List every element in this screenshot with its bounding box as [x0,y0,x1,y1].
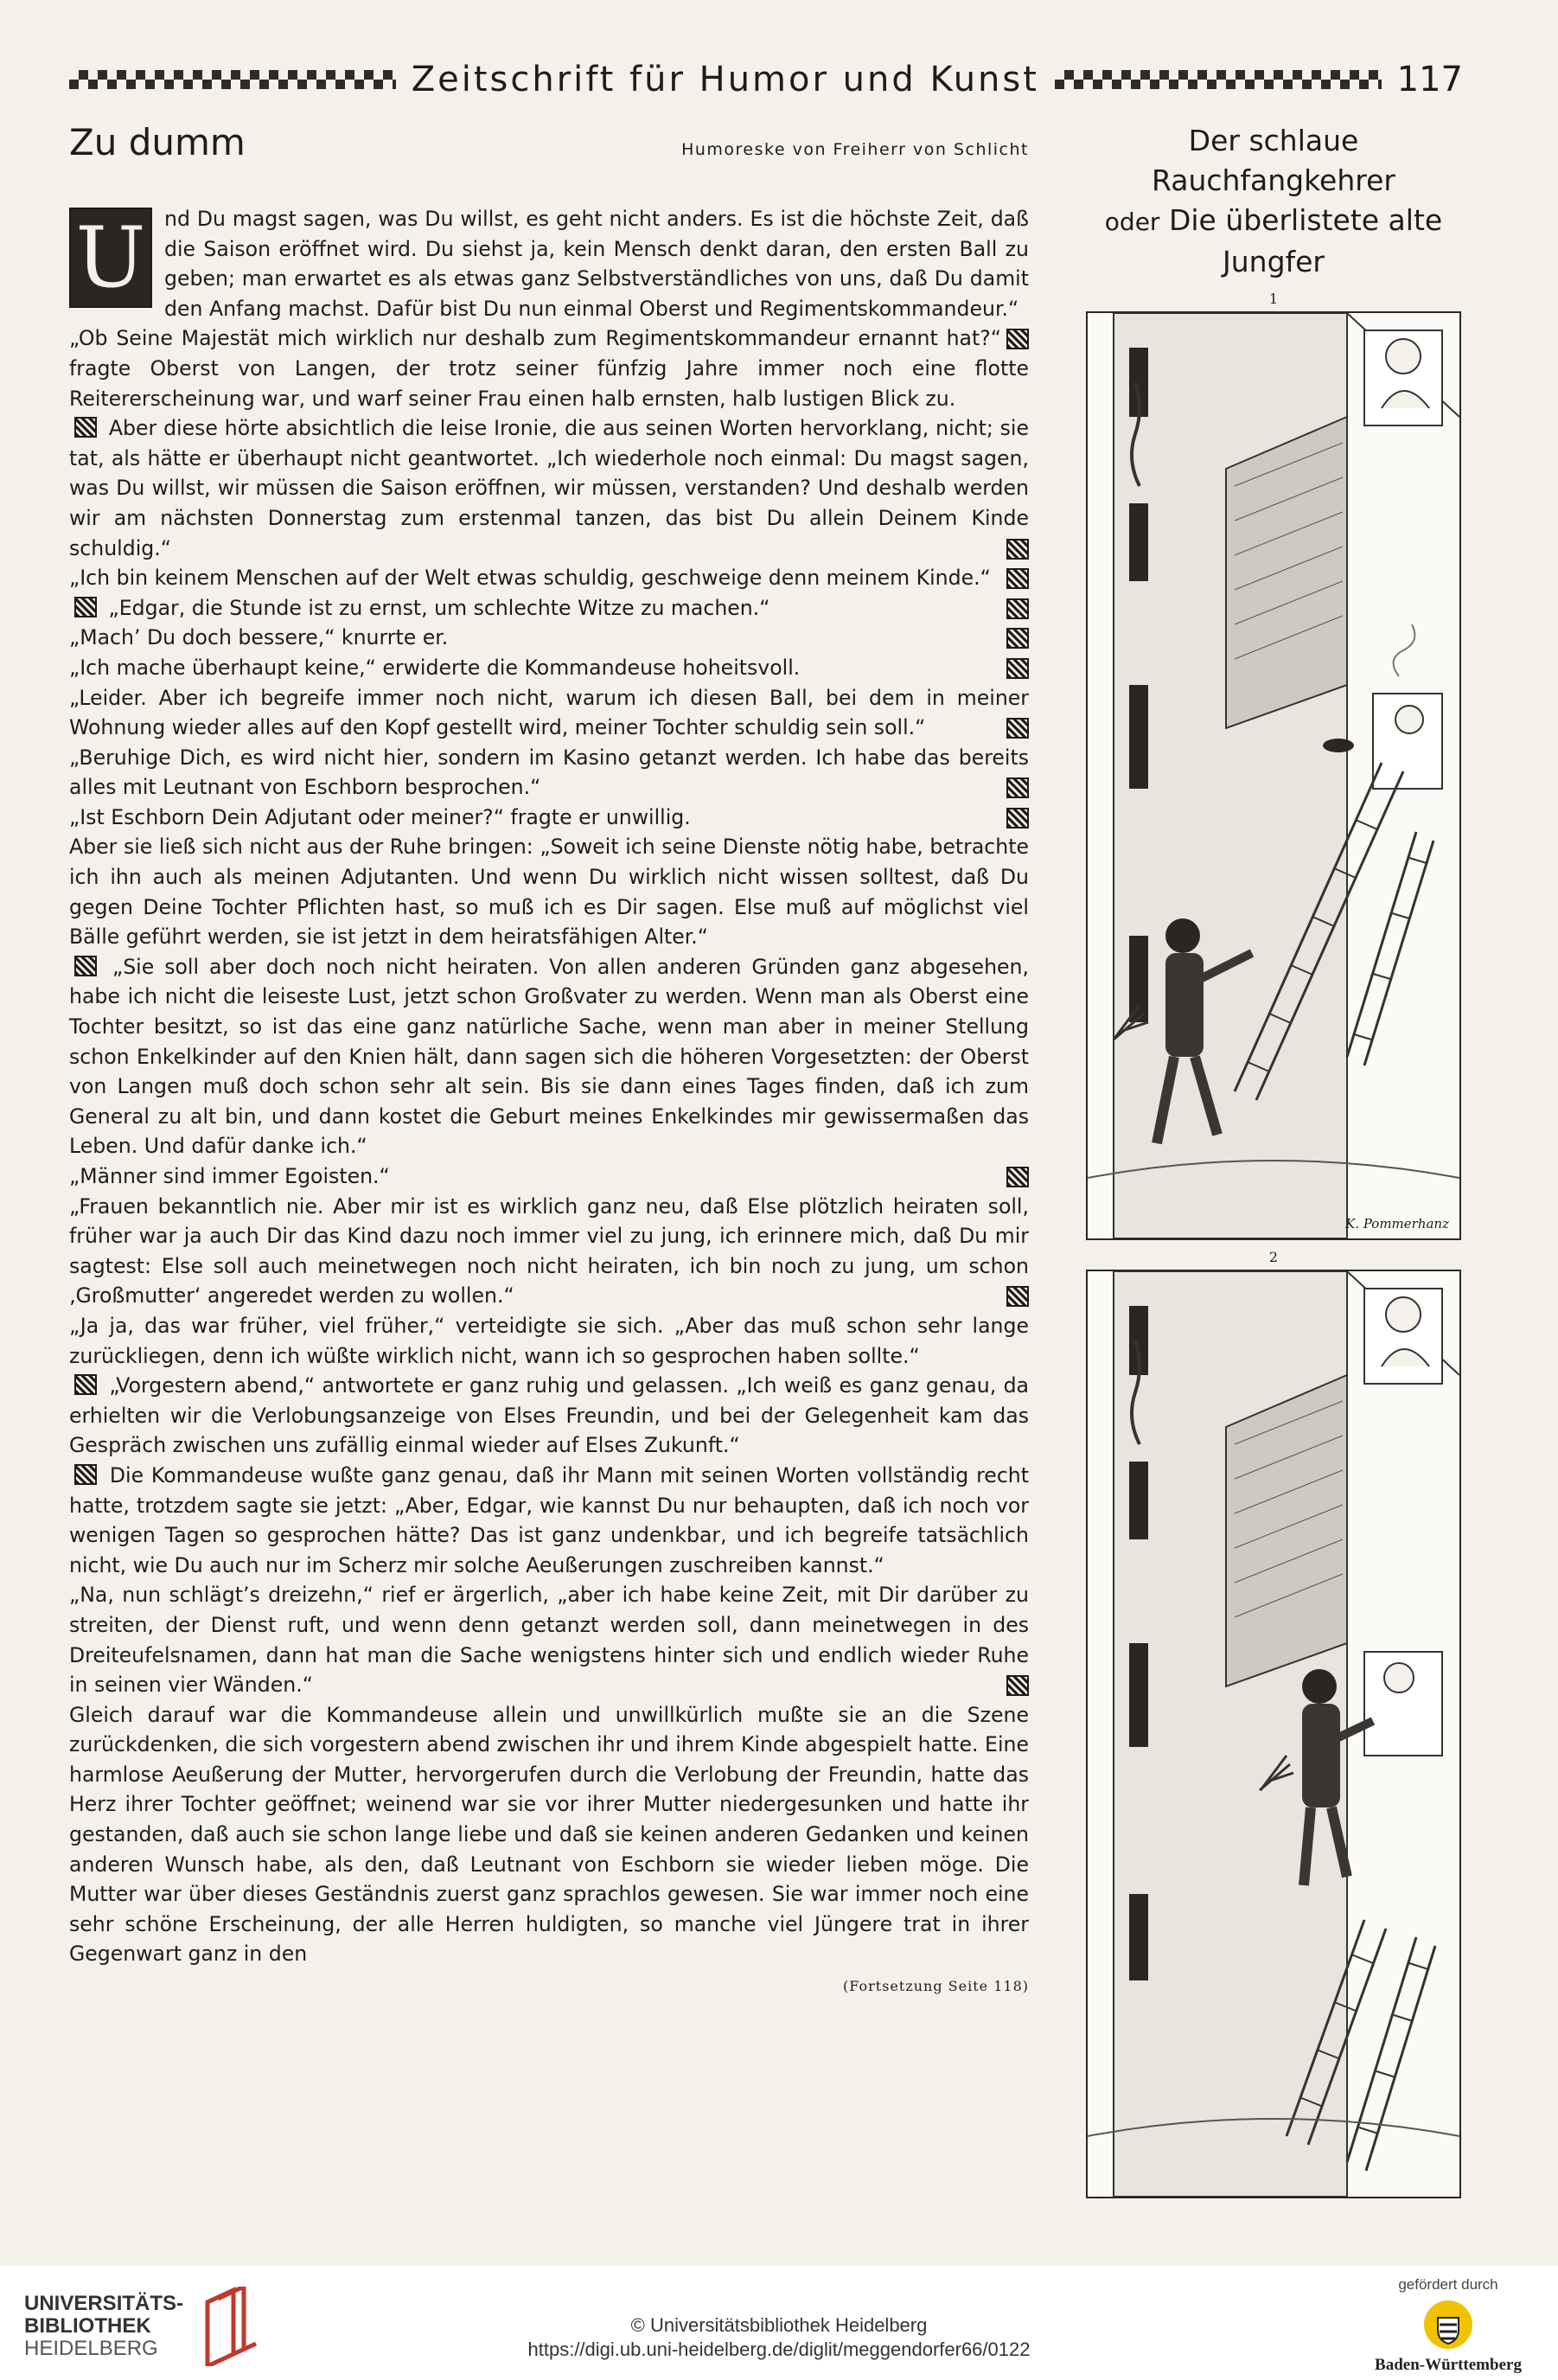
magazine-title: Zeitschrift für Humor und Kunst [411,60,1039,99]
story-column [69,121,1029,1994]
cartoon-panel-1 [1086,311,1461,1240]
paragraph-end-ornament-icon [1006,628,1029,649]
paragraph-text: nd Du magst sagen, was Du willst, es geht nicht anders. Es ist die höchste Zeit, daß die Saison eröffnet wird. Du siehst ja, kein Mensch denkt daran, den ersten Ball zu geben; man erwartet es als etwas ganz Selbstverständliches von uns, daß Du damit den Anfang machst. Dafür bist Du nun einmal Oberst und Regimentskommandeur.“ [164,207,1029,321]
paragraph-14 [69,1192,1029,1311]
paragraph-1 [69,204,1029,323]
paragraph-text: „Ich mache überhaupt keine,“ erwiderte die Kommandeuse hoheitsvoll. [69,655,801,680]
paragraph-text: „Beruhige Dich, es wird nicht hier, sondern im Kasino getanzt werden. Ich habe das bereits alles mit Leutnant von Eschborn besprochen.“ [69,745,1029,800]
paragraph-18 [69,1580,1029,1699]
paragraph-end-ornament-icon [1006,808,1029,829]
checker-ornament-left [69,70,396,89]
continuation-note: (Fortsetzung Seite 118) [843,1978,1029,1995]
paragraph-16 [69,1371,1029,1461]
illustration-column [1070,121,1477,2198]
cartoon-title-line1: Der schlaue Rauchfangkehrer [1152,124,1395,197]
paragraph-end-ornament-icon [1006,568,1029,589]
paragraph-text: „Mach’ Du doch bessere,“ knurrte er. [69,625,449,650]
cartoon-panel-2 [1086,1270,1461,2198]
paragraph-text: Die Kommandeuse wußte ganz genau, daß ihr Mann mit seinen Worten vollständig recht hatte, trotzdem sagte sie jetzt: „Aber, Edgar, wie kannst Du nur behaupten, daß ich noch vor wenigen Tagen so gesprochen hätte? Das ist ganz undenkbar, und ich begreife tatsächlich nicht, wie Du auch nur im Scherz mir solche Aeußerungen zuschreiben kannst.“ [69,1462,1029,1577]
state-crest-icon [1422,2299,1474,2351]
panel-2-number: 2 [1268,1249,1279,1265]
paragraph-text: Aber diese hörte absichtlich die leise Ironie, die aus seinen Worten hervorklang, nicht; sie tat, als hätte er überhaupt nicht geantwortet. „Ich wiederhole noch einmal: Du magst sagen, was Du willst, wir müssen die Saison eröffnen, wir müssen, verstanden? Und deshalb werden wir am nächsten Donnerstag zum erstenmal tanzen, das bist Du allein Deinem Kinde schuldig.“ [69,416,1029,560]
paragraph-end-ornament-icon [1006,539,1029,560]
paragraph-end-ornament-icon [1006,718,1029,739]
paragraph-text: „Ob Seine Majestät mich wirklich nur deshalb zum Regimentskommandeur ernannt hat?“ fragte Oberst von Langen, der trotz seiner fünfzig Jahre immer noch eine flotte Reitererscheinung war, und warf seiner Frau einen halb ernsten, halb lustigen Blick zu. [69,326,1029,411]
paragraph-start-ornament-icon [74,1374,97,1395]
library-name-line2: BIBLIOTHEK [24,2314,151,2338]
paragraph-8 [69,683,1029,743]
story-body [69,204,1029,1969]
cartoon-title-or: oder [1104,208,1160,236]
paragraph-text: Gleich darauf war die Kommandeuse allein und unwillkürlich mußte sie an die Szene zurückdenken, die sich vorgestern abend zwischen ihr und ihrem Kinde abgespielt hatte. Eine harmlose Aeußerung der Mutter, hervorgerufen durch die Verlobung der Freundin, hatte das Herz ihrer Tochter geöffnet; weinend war sie vor ihrer Mutter niedergesunken und hatte ihr gestanden, daß auch sie schon lange liebe und daß sie keinen anderen Gedanken und keinen anderen Wunsch habe, als den, daß Leutnant von Eschborn sie wieder lieben möge. Die Mutter war über dieses Geständnis zuerst ganz sprachlos gewesen. Sie war immer noch eine sehr schöne Erscheinung, der alle Herren huldigten, so manche viel Jüngere trat in ihrer Gegenwart ganz in den [69,1702,1029,1967]
paragraph-start-ornament-icon [74,1464,97,1485]
paragraph-start-ornament-icon [74,956,97,976]
paragraph-11 [69,832,1029,951]
chimney-sweep-illustration-1 [1088,313,1459,1238]
paragraph-7 [69,653,1029,683]
paragraph-text: „Frauen bekanntlich nie. Aber mir ist es wirklich ganz neu, daß Else plötzlich heiraten soll, früher war ja auch Dir das Kind dazu noch immer viel zu jung, ich erinnere mich, daß Du mir sagtest: Else soll auch meinetwegen noch nicht heiraten, ich bin noch zu jung, um schon ‚Großmutter‘ angeredet werden zu wollen.“ [69,1193,1029,1308]
paragraph-end-ornament-icon [1006,329,1029,349]
paragraph-text: „Na, nun schlägt’s dreizehn,“ rief er ärgerlich, „aber ich habe keine Zeit, mit Dir darüber zu streiten, der Dienst ruft, und wenn denn getanzt werden soll, dann meinetwegen in des Dreiteufelsnamen, dann hat man die Sache wenigstens hinter sich und endlich wieder Ruhe in seinen vier Wänden.“ [69,1583,1029,1698]
page-number: 117 [1396,60,1463,99]
paragraph-text: „Edgar, die Stunde ist zu ernst, um schlechte Witze zu machen.“ [108,595,770,620]
paragraph-text: „Männer sind immer Egoisten.“ [69,1164,390,1188]
paragraph-17 [69,1461,1029,1580]
funding-badge [1366,2276,1530,2375]
story-byline: Humoreske von Freiherr von Schlicht [681,140,1029,159]
source-url-link[interactable]: https://digi.ub.uni-heidelberg.de/diglit/meggendorfer66/0122 [527,2338,1031,2360]
paragraph-5 [69,593,1029,624]
paragraph-3 [69,413,1029,563]
paragraph-text: „Vorgestern abend,“ antwortete er ganz ruhig und gelassen. „Ich weiß es ganz genau, da erhielten wir die Verlobungsanzeige von Elses Freundin, und bei der Gelegenheit kam das Gespräch zwischen uns zufällig einmal wieder auf Elses Zukunft.“ [69,1373,1030,1458]
story-title: Zu dumm [69,121,246,163]
paragraph-9 [69,743,1029,803]
paragraph-end-ornament-icon [1006,658,1029,679]
dropcap-initial: U [69,208,152,308]
story-heading [69,121,1029,182]
library-name-line3: HEIDELBERG [24,2337,158,2360]
paragraph-4 [69,563,1029,593]
paragraph-end-ornament-icon [1006,1167,1029,1187]
library-footer [0,2266,1558,2380]
paragraph-text: „Leider. Aber ich begreife immer noch nicht, warum ich diesen Ball, bei dem in meiner Wohnung wieder alles auf den Kopf gestellt wird, meiner Tochter schuldig sein soll.“ [69,685,1029,740]
paragraph-12 [69,952,1029,1161]
paragraph-end-ornament-icon [1006,1675,1029,1696]
paragraph-start-ornament-icon [74,417,97,438]
paragraph-text: Aber sie ließ sich nicht aus der Ruhe bringen: „Soweit ich seine Dienste nötig habe, betrachte ich ihn auch als meinen Adjutanten. Und wenn Du wirklich nicht wissen solltest, daß Du gegen Deine Tochter Pflichten hast, so muß ich es Dir sagen. Else muß auf möglichst viel Bälle geführt werden, sie ist jetzt in dem heiratsfähigen Alter.“ [69,835,1029,950]
paragraph-text: „Ja ja, das war früher, viel früher,“ verteidigte sie sich. „Aber das muß schon sehr lange zurückliegen, denn ich wüßte wirklich nicht, wann ich so gesprochen haben sollte.“ [69,1313,1029,1368]
paragraph-15 [69,1311,1029,1371]
paragraph-text: „Ist Eschborn Dein Adjutant oder meiner?“ fragte er unwillig. [69,804,691,829]
paragraph-6 [69,623,1029,653]
cartoon-title [1070,121,1477,282]
running-header [69,54,1463,106]
paragraph-end-ornament-icon [1006,598,1029,619]
library-name-line1: UNIVERSITÄTS- [24,2292,184,2315]
paragraph-19 [69,1700,1029,1969]
cartoon-title-line2: Die überlistete alte Jungfer [1168,203,1443,278]
paragraph-2 [69,323,1029,413]
paragraph-end-ornament-icon [1006,777,1029,798]
paragraph-text: „Ich bin keinem Menschen auf der Welt etwas schuldig, geschweige denn meinem Kinde.“ [69,566,991,591]
paragraph-start-ornament-icon [74,597,97,617]
panel-1-number: 1 [1268,291,1279,307]
paragraph-10 [69,803,1029,833]
funding-label: gefördert durch [1398,2276,1498,2293]
paragraph-13 [69,1161,1029,1192]
chimney-sweep-illustration-2 [1088,1271,1459,2197]
artist-signature: K. Pommerhanz [1345,1216,1449,1232]
paragraph-end-ornament-icon [1006,1286,1029,1307]
paragraph-text: „Sie soll aber doch noch nicht heiraten. Von allen anderen Gründen ganz abgesehen, habe ich nicht die leiseste Lust, jetzt schon Großvater zu werden. Wenn man als Oberst eine Tochter besitzt, so ist das eine ganz natürliche Sache, wenn man aber in meiner Stellung schon Enkelkinder auf den Knien hält, dann sagen sich die höheren Vorgesetzten: der Oberst von Langen muß doch schon sehr alt sein. Bis sie dann eines Tages finden, daß ich zum General zu alt bin, und dann kostet die Geburt meines Enkelkindes mir gewissermaßen das Leben. Und dafür danke ich.“ [69,954,1029,1159]
checker-ornament-right [1055,70,1382,89]
funding-name: Baden-Württemberg [1375,2356,1522,2374]
copyright-notice: © Universitätsbibliothek Heidelberg [630,2314,928,2336]
